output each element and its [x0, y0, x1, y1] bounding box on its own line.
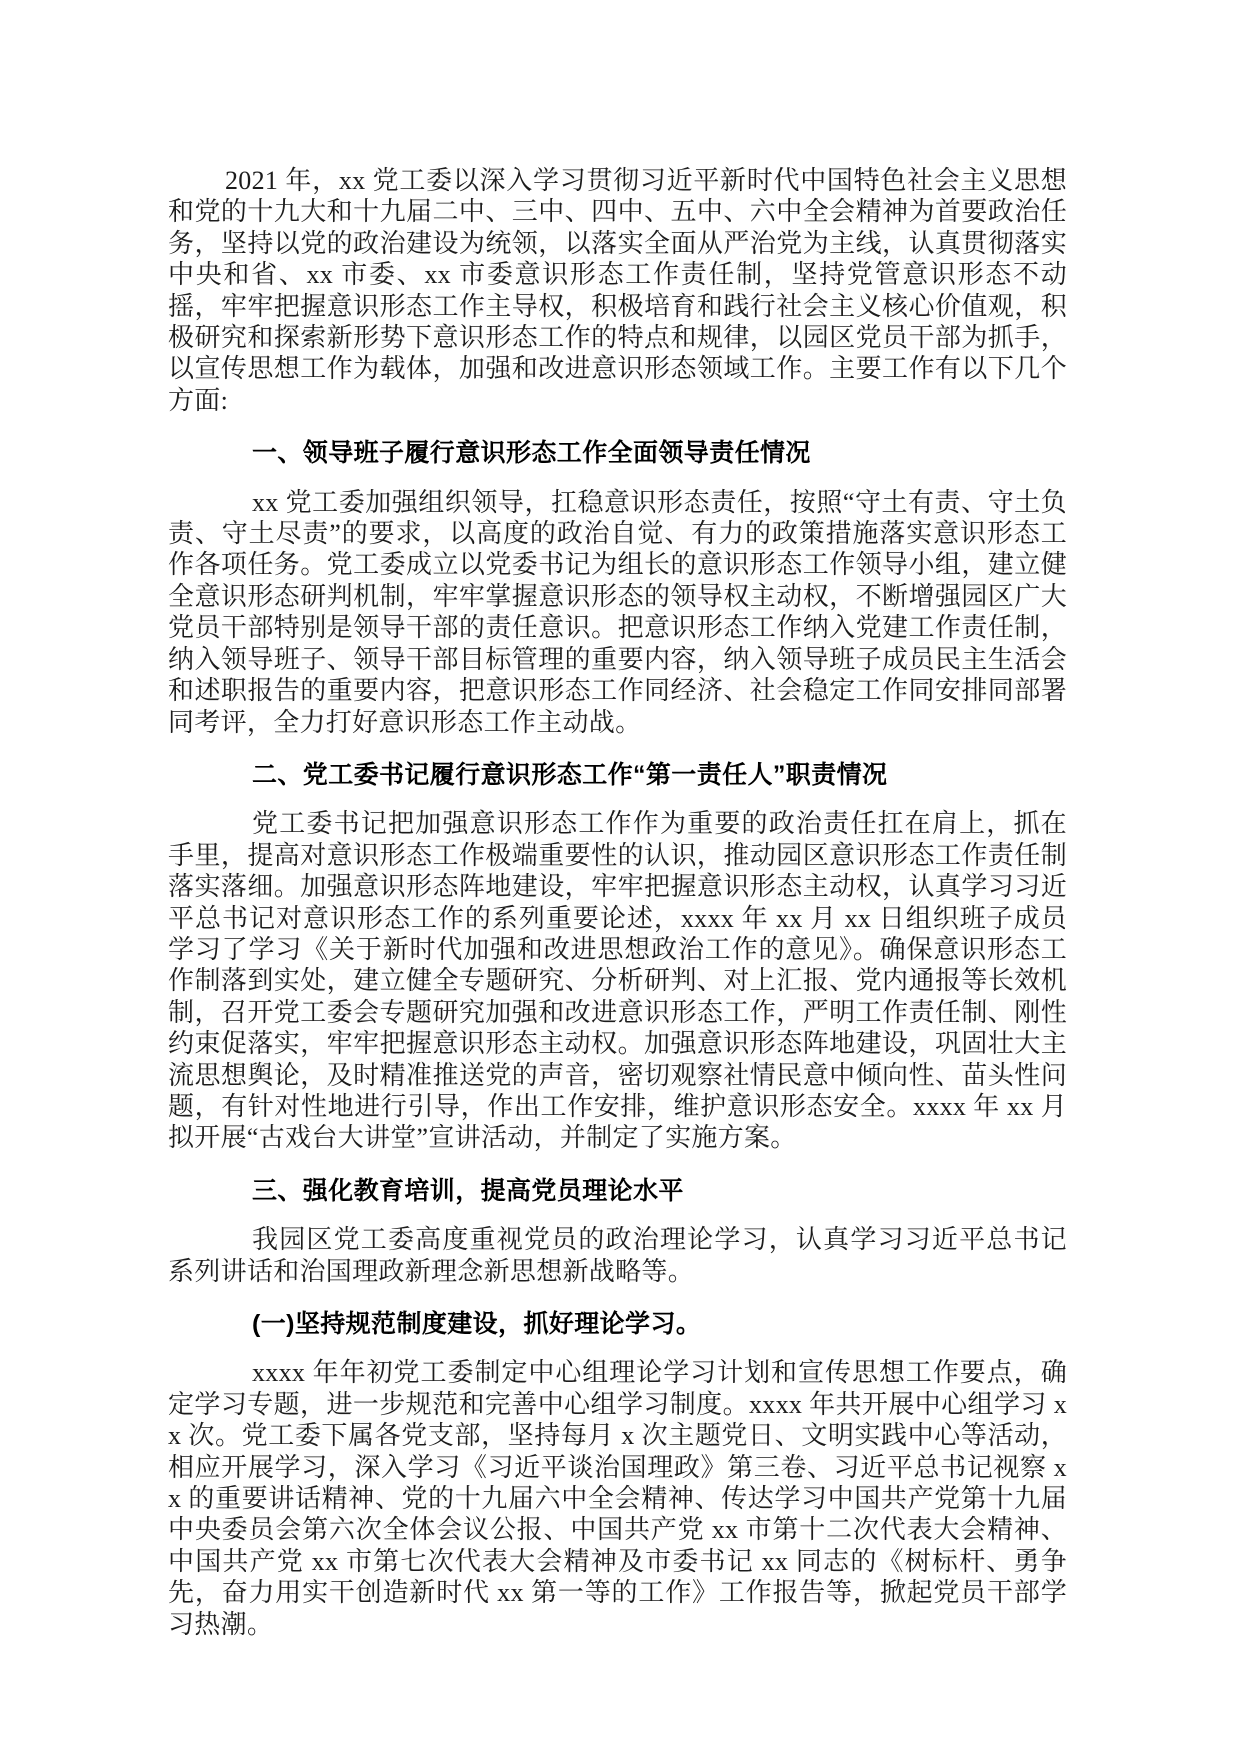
intro-paragraph: 2021 年，xx 党工委以深入学习贯彻习近平新时代中国特色社会主义思想和党的十九大和十九届二中、三中、四中、五中、六中全会精神为首要政治任务，坚持以党的政治建设为统领，以落实全面从严治党为主线，认真贯彻落实中央和省、xx 市委、xx 市委意识形态工作责任制，坚持党管意识形态不动摇，牢牢把握意识形态工作主导权，积极培育和践行社会主义核心价值观，积极研究和探索新形势下意识形态工作的特点和规律，以园区党员干部为抓手，以宣传思想工作为载体，加强和改进意识形态领域工作。主要工作有以下几个方面:	[168, 166, 1067, 415]
section-3-subsection-1-heading: (一)坚持规范制度建设，抓好理论学习。	[252, 1310, 702, 1338]
section-1-heading: 一、领导班子履行意识形态工作全面领导责任情况	[252, 439, 811, 468]
section-2-paragraph: 党工委书记把加强意识形态工作作为重要的政治责任扛在肩上，抓在手里，提高对意识形态工作极端重要性的认识，推动园区意识形态工作责任制落实落细。加强意识形态阵地建设，牢牢把握意识形态主动权，认真学习习近平总书记对意识形态工作的系列重要论述，xxxx 年 xx 月 xx 日组织班子成员学习了学习《关于新时代加强和改进思想政治工作的意见》。确保意识形态工作制落到实处，建立健全专题研究、分析研判、对上汇报、党内通报等长效机制，召开党工委会专题研究加强和改进意识形态工作，严明工作责任制、刚性约束促落实，牢牢把握意识形态主动权。加强意识形态阵地建设，巩固壮大主流思想舆论，及时精准推送党的声音，密切观察社情民意中倾向性、苗头性问题，有针对性地进行引导，作出工作安排，维护意识形态安全。xxxx 年 xx 月拟开展“古戏台大讲堂”宣讲活动，并制定了实施方案。	[168, 809, 1067, 1153]
section-3-subsection-1-paragraph: xxxx 年年初党工委制定中心组理论学习计划和宣传思想工作要点，确定学习专题，进一步规范和完善中心组学习制度。xxxx 年共开展中心组学习 xx 次。党工委下属各党支部，坚持每月 x 次主题党日、文明实践中心等活动，相应开展学习，深入学习《习近平谈治国理政》第三卷、习近平总书记视察 xx 的重要讲话精神、党的十九届六中全会精神、传达学习中国共产党第十九届中央委员会第六次全体会议公报、中国共产党 xx 市第十二次代表大会精神、中国共产党 xx 市第七次代表大会精神及市委书记 xx 同志的《树标杆、勇争先，奋力用实干创造新时代 xx 第一等的工作》工作报告等，掀起党员干部学习热潮。	[168, 1358, 1067, 1639]
section-3-paragraph: 我园区党工委高度重视党员的政治理论学习，认真学习习近平总书记系列讲话和治国理政新理念新思想新战略等。	[168, 1225, 1067, 1286]
section-2-heading: 二、党工委书记履行意识形态工作“第一责任人”职责情况	[252, 760, 888, 789]
section-1-paragraph: xx 党工委加强组织领导，扛稳意识形态责任，按照“守土有责、守土负责、守土尽责”的要求，以高度的政治自觉、有力的政策措施落实意识形态工作各项任务。党工委成立以党委书记为组长的意识形态工作领导小组，建立健全意识形态研判机制，牢牢掌握意识形态的领导权主动权，不断增强园区广大党员干部特别是领导干部的责任意识。把意识形态工作纳入党建工作责任制，纳入领导班子、领导干部目标管理的重要内容，纳入领导班子成员民主生活会和述职报告的重要内容，把意识形态工作同经济、社会稳定工作同安排同部署同考评，全力打好意识形态工作主动战。	[168, 487, 1067, 737]
section-3-heading: 三、强化教育培训，提高党员理论水平	[252, 1176, 684, 1205]
